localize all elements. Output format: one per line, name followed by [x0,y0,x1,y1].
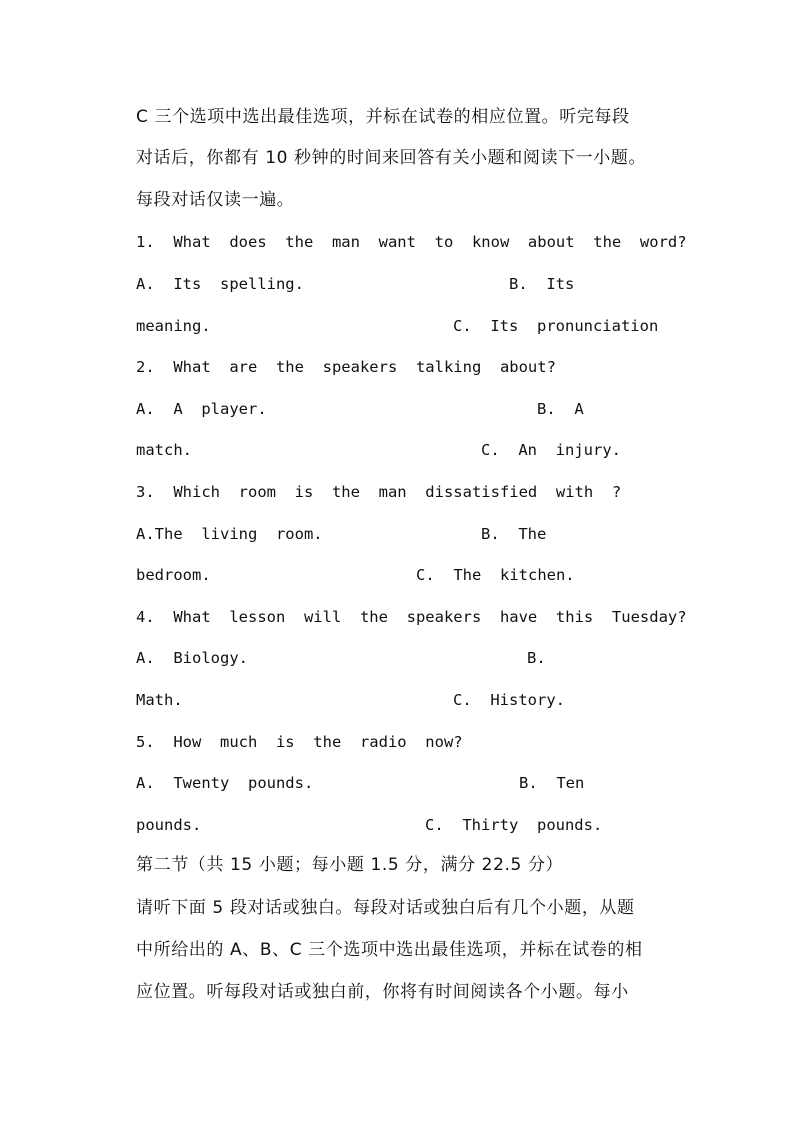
intro-line-1: C 三个选项中选出最佳选项，并标在试卷的相应位置。听完每段 [136,107,630,127]
question-4-stem: 4. What lesson will the speakers have this Tuesday? [136,608,687,626]
question-5-option-a: A. Twenty pounds. [136,774,314,792]
question-5-stem: 5. How much is the radio now? [136,733,463,751]
question-4-option-c: C. History. [453,691,565,709]
question-5-option-b-start: B. Ten [519,774,585,792]
question-2-option-c: C. An injury. [481,441,621,459]
question-2-option-b-start: B. A [537,400,584,418]
section-2-line-1: 请听下面 5 段对话或独白。每段对话或独白后有几个小题，从题 [136,898,635,918]
question-4-option-b-end: Math. [136,691,183,709]
question-3-stem: 3. Which room is the man dissatisfied with ? [136,483,622,501]
section-2-heading: 第二节（共 15 小题；每小题 1.5 分，满分 22.5 分） [136,855,564,875]
question-4-option-b-start: B. [527,649,546,667]
question-3-option-b-start: B. The [481,525,547,543]
section-2-line-3: 应位置。听每段对话或独白前，你将有时间阅读各个小题。每小 [136,982,629,1002]
question-1-stem: 1. What does the man want to know about the word? [136,233,687,251]
question-3-option-b-end: bedroom. [136,566,211,584]
question-1-option-b-end: meaning. [136,317,211,335]
question-1-option-b-start: B. Its [509,275,575,293]
question-3-option-a: A.The living room. [136,525,323,543]
intro-line-2: 对话后，你都有 10 秒钟的时间来回答有关小题和阅读下一小题。 [136,148,647,168]
question-5-option-b-end: pounds. [136,816,202,834]
section-2-line-2: 中所给出的 A、B、C 三个选项中选出最佳选项，并标在试卷的相 [136,940,643,960]
question-2-option-b-end: match. [136,441,192,459]
question-1-option-a: A. Its spelling. [136,275,304,293]
intro-line-3: 每段对话仅读一遍。 [136,190,295,210]
question-4-option-a: A. Biology. [136,649,248,667]
question-2-stem: 2. What are the speakers talking about? [136,358,556,376]
question-1-option-c: C. Its pronunciation [453,317,659,335]
question-5-option-c: C. Thirty pounds. [425,816,603,834]
question-3-option-c: C. The kitchen. [416,566,575,584]
question-2-option-a: A. A player. [136,400,267,418]
